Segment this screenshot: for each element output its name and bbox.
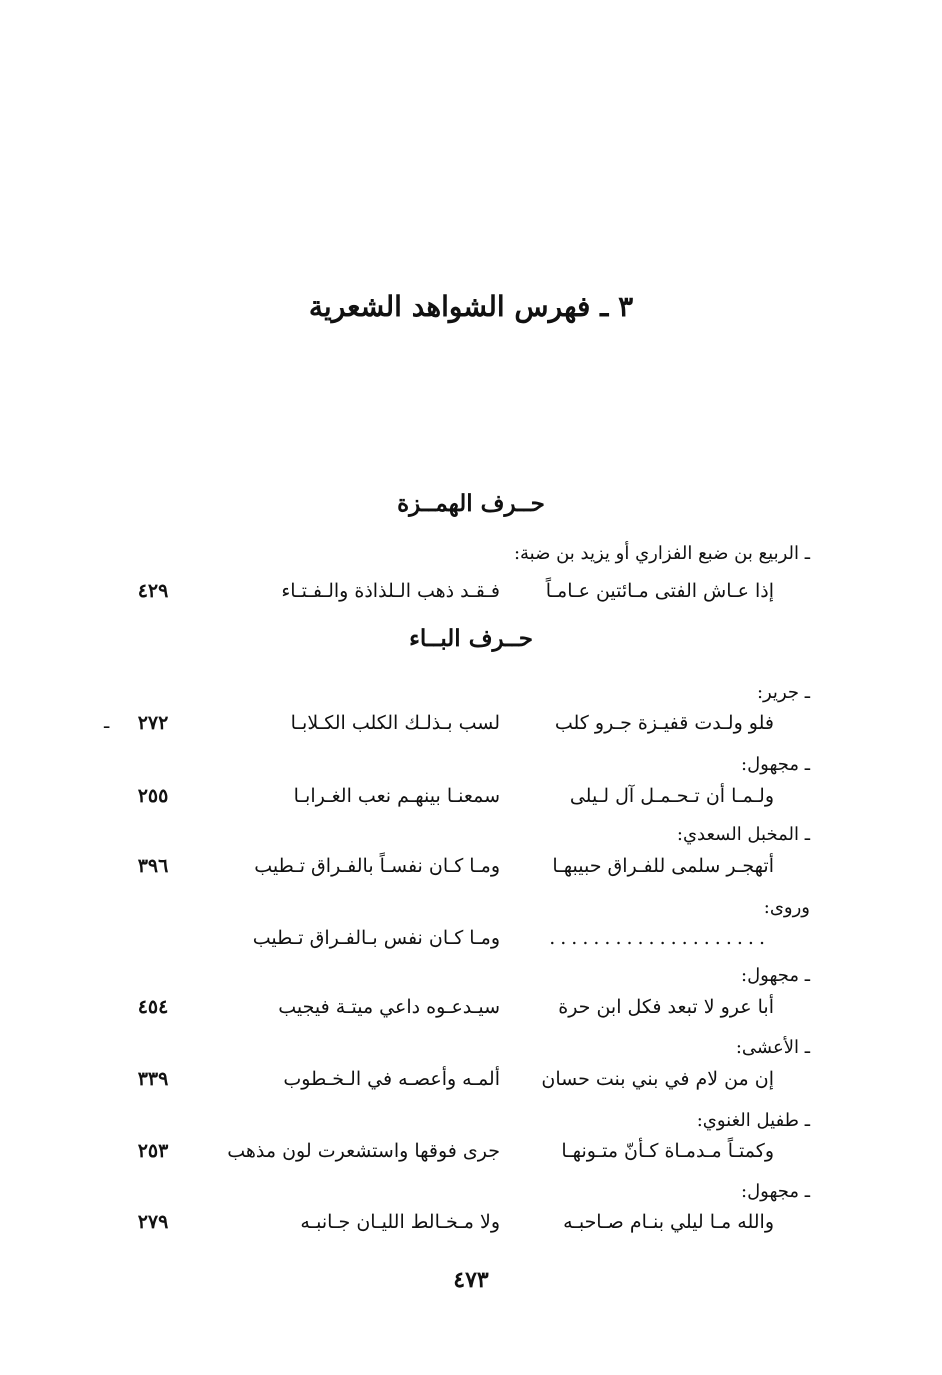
page-reference: ٣٩٦ xyxy=(137,855,169,877)
poet-attribution: ـ المخبل السعدي: xyxy=(676,824,810,845)
section-heading-ba: حــرف البــاء xyxy=(409,625,533,652)
verse-first-hemistich: وكمتـاً مـدمـاة كـأنّ متـونهـا xyxy=(561,1140,774,1162)
verse-second-hemistich: سمعنـا بينهـم نعب الغـرابـا xyxy=(293,785,500,807)
margin-mark: ـ xyxy=(104,712,110,733)
poet-attribution: ـ مجهول: xyxy=(741,965,810,986)
verse-first-hemistich: والله مـا ليلي بنـام صـاحبـه xyxy=(563,1211,774,1233)
variant-label: وروى: xyxy=(763,897,810,918)
poet-attribution: ـ جرير: xyxy=(756,682,810,703)
verse-second-hemistich: لسب بـذلـك الكلب الكـلابـا xyxy=(290,712,500,734)
verse-second-hemistich: ومـا كـان نفسـاً بالفـراق تـطيب xyxy=(254,855,500,877)
page-reference: ٣٣٩ xyxy=(137,1068,169,1090)
verse-first-hemistich: أبا عرو لا تبعد فكل ابن حرة xyxy=(558,996,774,1018)
poet-attribution: ـ الأعشى: xyxy=(735,1037,810,1058)
page-reference: ٤٢٩ xyxy=(137,580,169,602)
page-reference: ٤٥٤ xyxy=(137,996,169,1018)
verse-second-hemistich: جرى فوقها واستشعرت لون مذهب xyxy=(227,1140,500,1162)
page-title: ٣ ـ فهرس الشواهد الشعرية xyxy=(308,290,634,323)
section-heading-hamza: حــرف الهمــزة xyxy=(397,490,545,517)
page-reference: ٢٥٣ xyxy=(137,1140,169,1162)
poet-attribution: ـ مجهول: xyxy=(741,1181,810,1202)
verse-second-hemistich: ولا مـخـالط الليـان جـانبـه xyxy=(300,1211,500,1233)
verse-second-hemistich: ومـا كـان نفس بـالفـراق تـطيب xyxy=(252,927,500,949)
page-number: ٤٧٣ xyxy=(453,1267,489,1293)
elided-hemistich: .................... xyxy=(549,927,770,949)
verse-second-hemistich: سيـدعـوه داعي ميتـة فيجيب xyxy=(278,996,500,1018)
poet-attribution: ـ الربيع بن ضبع الفزاري أو يزيد بن ضبة: xyxy=(513,543,810,564)
poet-attribution: ـ طفيل الغنوي: xyxy=(696,1110,810,1131)
page-reference: ٢٧٢ xyxy=(137,712,169,734)
verse-first-hemistich: إن من لام في بني بنت حسان xyxy=(541,1068,774,1090)
page-reference: ٢٧٩ xyxy=(137,1211,169,1233)
verse-first-hemistich: فلو ولـدت قفيـزة جـرو كلب xyxy=(554,712,774,734)
verse-second-hemistich: فـقـد ذهب الـلذاذة والـفـتـاء xyxy=(281,580,500,602)
verse-first-hemistich: ولـمـا أن تـحـمـل آل لـيلى xyxy=(569,785,774,807)
page-reference: ٢٥٥ xyxy=(137,785,169,807)
poet-attribution: ـ مجهول: xyxy=(741,754,810,775)
verse-second-hemistich: ألمـه وأعصـه في الـخـطوب xyxy=(283,1068,500,1090)
verse-first-hemistich: أتهجـر سلمى للفـراق حبيبهـا xyxy=(552,855,774,877)
verse-first-hemistich: إذا عـاش الفتى مـائتين عـامـاً xyxy=(545,580,774,602)
